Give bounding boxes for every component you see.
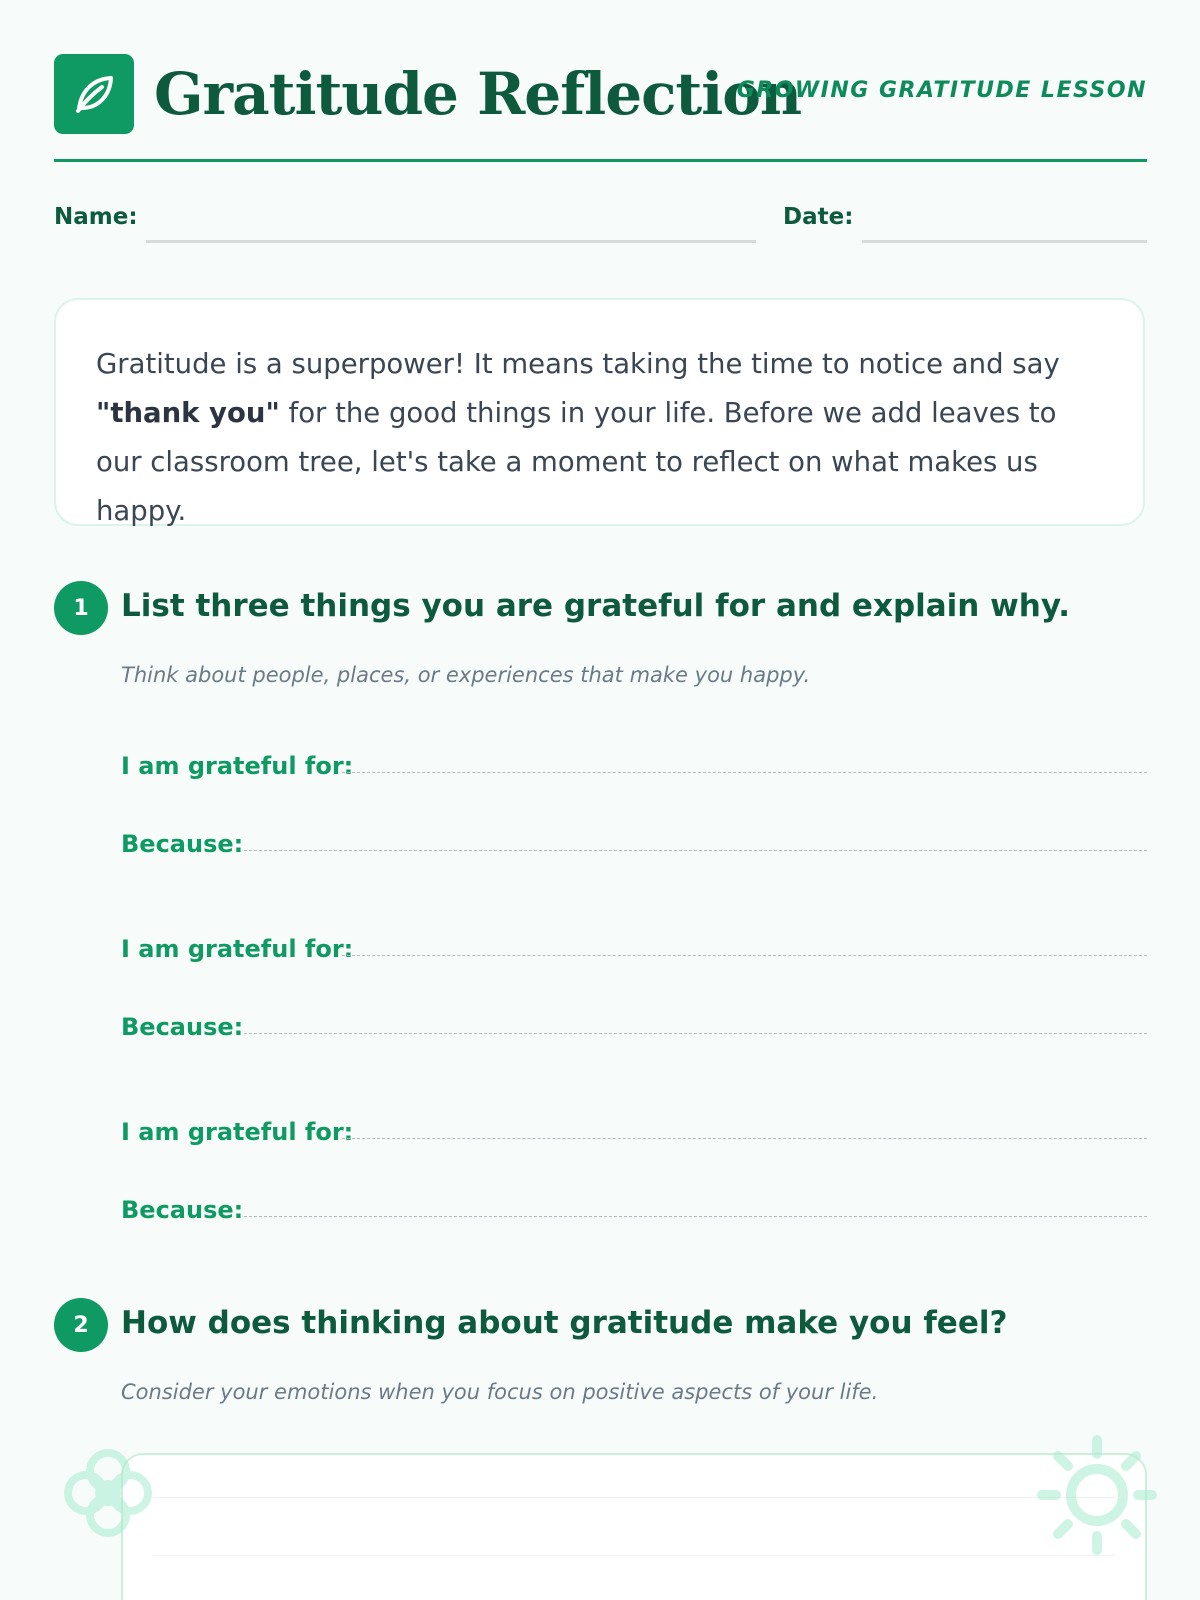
header-divider: [54, 159, 1147, 162]
question-2-text: How does thinking about gratitude make you feel?: [121, 1305, 1008, 1341]
because-line[interactable]: [244, 1033, 1147, 1034]
answer-line: [153, 1497, 1115, 1498]
because-line[interactable]: [244, 850, 1147, 851]
because-label: Because:: [121, 1013, 244, 1041]
page-title: Gratitude Reflection: [154, 60, 802, 128]
intro-card: [54, 298, 1145, 526]
question-number-badge: 1: [54, 581, 108, 635]
because-label: Because:: [121, 830, 244, 858]
intro-emphasis: "thank you": [96, 397, 280, 429]
because-line[interactable]: [244, 1216, 1147, 1217]
worksheet-page: [54, 0, 1147, 1600]
grateful-for-label: I am grateful for:: [121, 1118, 354, 1146]
leaf-icon: [54, 54, 134, 134]
flower-icon: [58, 1443, 158, 1543]
question-1-hint: Think about people, places, or experiences that make you happy.: [121, 663, 811, 687]
date-label: Date:: [783, 204, 854, 230]
grateful-for-line[interactable]: [342, 955, 1147, 956]
answer-line: [153, 1555, 1115, 1556]
grateful-for-line[interactable]: [342, 1138, 1147, 1139]
sun-icon: [1022, 1420, 1172, 1570]
lesson-subtitle: GROWING GRATITUDE LESSON: [736, 78, 1147, 103]
grateful-for-label: I am grateful for:: [121, 752, 354, 780]
question-2-hint: Consider your emotions when you focus on positive aspects of your life.: [121, 1380, 879, 1404]
grateful-for-line[interactable]: [342, 772, 1147, 773]
name-field[interactable]: [146, 240, 756, 243]
question-number-badge: 2: [54, 1298, 108, 1352]
intro-text: Gratitude is a superpower! It means taking the time to notice and say "thank you" for the good things in your life. Before we add leaves to our classroom tree, let's take a moment to reflect on what makes us happy.: [96, 348, 1060, 527]
answer-box[interactable]: [121, 1453, 1147, 1600]
name-label: Name:: [54, 204, 138, 230]
because-label: Because:: [121, 1196, 244, 1224]
question-1-text: List three things you are grateful for and explain why.: [121, 588, 1071, 624]
worksheet-header: [54, 54, 1147, 134]
date-field[interactable]: [862, 240, 1147, 243]
grateful-for-label: I am grateful for:: [121, 935, 354, 963]
